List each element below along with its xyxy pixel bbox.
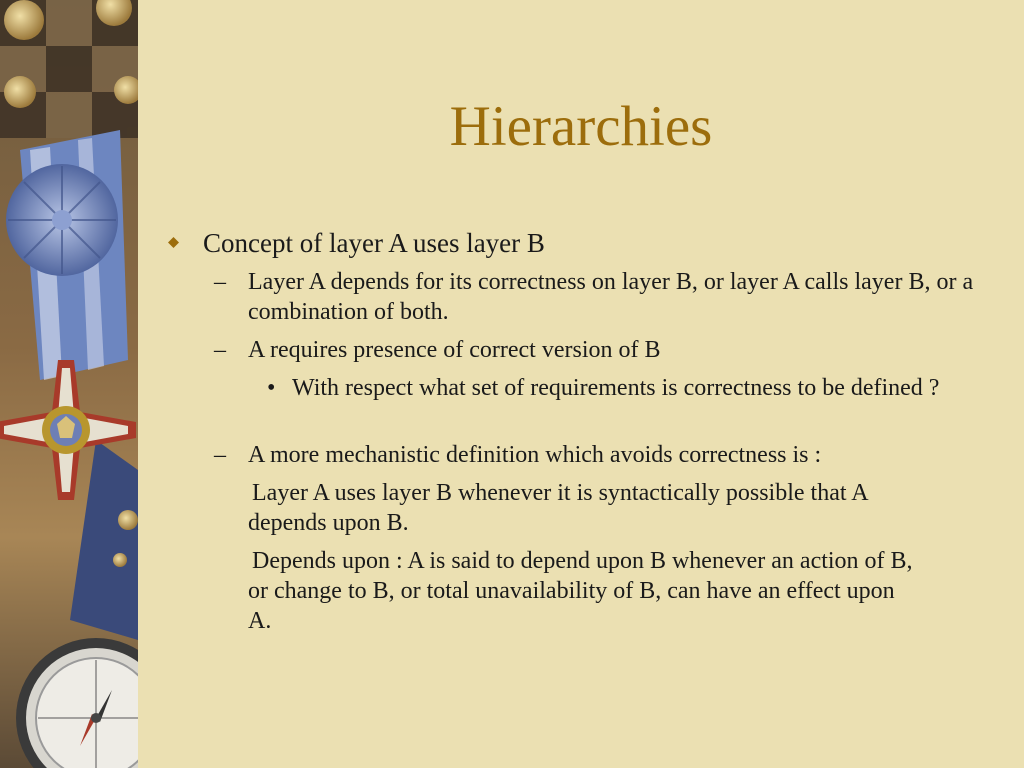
sub-bullet-text: Layer A depends for its correctness on layer B, or layer A calls layer B, or a combination of both.: [248, 269, 974, 325]
definition-paragraph: Depends upon : A is said to depend upon B whenever an action of B, or change to B, or total unavailability of B, can have an effect upon A.: [248, 548, 913, 634]
sub-sub-bullet-text: With respect what set of requirements is correctness to be defined ?: [292, 375, 940, 401]
diamond-bullet-icon: [168, 237, 179, 248]
dash-marker: –: [214, 442, 226, 468]
slide-content: [168, 226, 998, 644]
sub-bullet-text: A requires presence of correct version of B: [248, 337, 661, 363]
spacer: [168, 411, 998, 440]
dash-marker: –: [214, 269, 226, 295]
bullet-item: [168, 226, 998, 261]
medals-collage-graphic: [0, 0, 138, 768]
sub-bullet-item: [168, 267, 998, 327]
slide-title: Hierarchies: [449, 95, 713, 158]
sub-sub-bullet-item: [168, 373, 998, 403]
decorative-sidebar-image: [0, 0, 138, 768]
sub-bullet-item: [168, 335, 998, 365]
bullet-text: Concept of layer A uses layer B: [203, 228, 545, 258]
sub-bullet-text: A more mechanistic definition which avoids correctness is :: [248, 442, 822, 468]
definition-paragraph: Layer A uses layer B whenever it is syntactically possible that A depends upon B.: [248, 480, 868, 536]
sub-bullet-item: [168, 440, 998, 470]
dash-marker: –: [214, 337, 226, 363]
dot-marker: •: [267, 375, 276, 401]
